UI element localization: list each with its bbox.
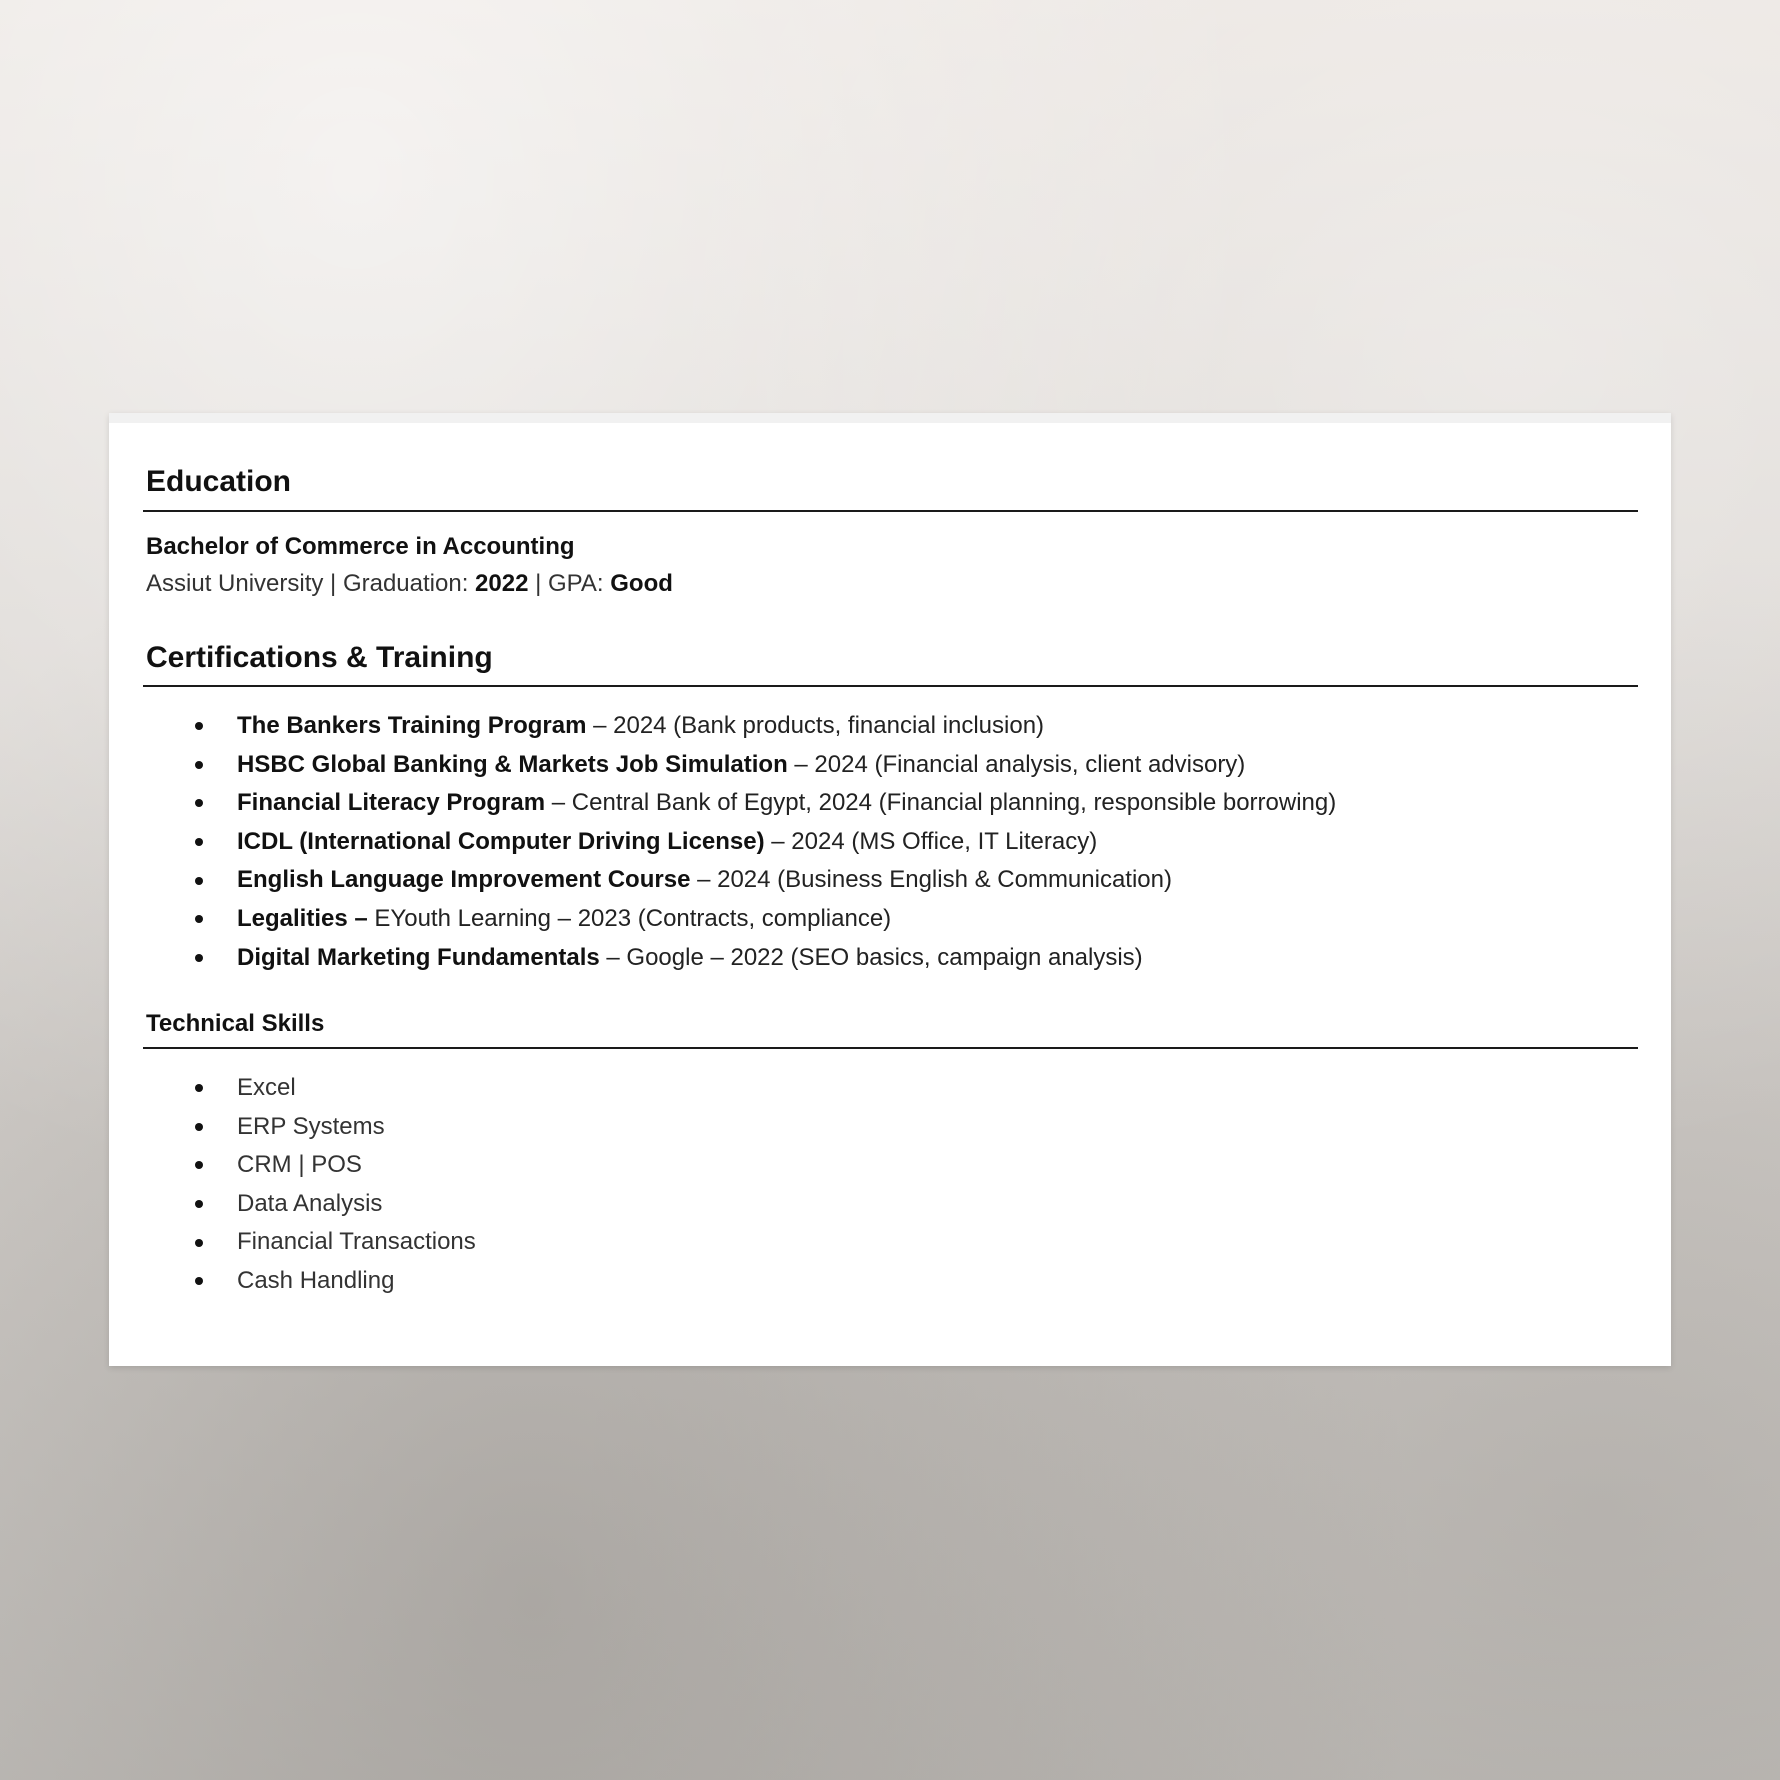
list-item [109,746,1336,785]
cert-detail: EYouth Learning – 2023 (Contracts, compliance) [367,904,892,932]
cert-detail: – 2024 (MS Office, IT Literacy) [764,827,1098,855]
bullet-icon [195,954,203,962]
cert-title: Digital Marketing Fundamentals [237,943,600,971]
bullet-icon [195,877,203,885]
cert-detail: – Google – 2022 (SEO basics, campaign analysis) [599,943,1143,971]
bullet-icon [195,761,203,769]
cert-title: ICDL (International Computer Driving License) [237,827,765,855]
list-item [109,1146,476,1185]
gpa-value: Good [610,570,673,597]
skills-list [109,1069,476,1301]
bullet-icon [195,722,203,730]
list-item [109,861,1336,900]
bullet-icon [195,1239,203,1247]
cert-title: HSBC Global Banking & Markets Job Simulation [237,750,788,778]
list-item [109,1108,476,1147]
university-text: Assiut University | Graduation: [146,570,476,597]
list-item [109,1262,476,1301]
skill-label: ERP Systems [237,1112,385,1140]
page-top-edge [109,413,1671,423]
cert-detail: – 2024 (Business English & Communication) [690,866,1172,894]
certifications-list [109,707,1336,977]
cert-title: The Bankers Training Program [237,712,587,739]
list-item [109,1185,476,1224]
cert-title: Legalities – [237,904,368,932]
list-item [109,823,1336,862]
bullet-icon [195,1123,203,1131]
cert-title: English Language Improvement Course [237,866,691,894]
cert-detail: – Central Bank of Egypt, 2024 (Financial planning, responsible borrowing) [545,789,1337,817]
bullet-icon [195,1200,203,1208]
education-heading: Education [146,465,292,498]
skills-divider [143,1047,1638,1049]
education-divider [143,510,1638,512]
cert-detail: – 2024 (Financial analysis, client advisory) [787,750,1246,778]
bullet-icon [195,1084,203,1092]
skill-label: Cash Handling [237,1266,395,1294]
skill-label: Data Analysis [237,1189,383,1217]
cert-detail: – 2024 (Bank products, financial inclusion) [586,712,1045,739]
certifications-divider [143,685,1638,687]
list-item [109,1223,476,1262]
bullet-icon [195,1277,203,1285]
certifications-heading: Certifications & Training [146,641,493,674]
bullet-icon [195,799,203,807]
skill-label: Financial Transactions [237,1228,476,1256]
list-item [109,784,1336,823]
degree-details [146,570,673,598]
resume-page [109,413,1671,1366]
degree-title: Bachelor of Commerce in Accounting [146,533,575,560]
list-item [109,1069,476,1108]
bullet-icon [195,838,203,846]
skill-label: Excel [237,1074,296,1101]
list-item [109,900,1336,939]
list-item [109,707,1336,746]
gpa-label: | GPA: [528,570,611,597]
skill-label: CRM | POS [237,1151,362,1179]
list-item [109,939,1336,978]
graduation-year: 2022 [475,570,529,597]
bullet-icon [195,915,203,923]
cert-title: Financial Literacy Program [237,789,546,817]
bullet-icon [195,1161,203,1169]
skills-heading: Technical Skills [146,1010,325,1037]
